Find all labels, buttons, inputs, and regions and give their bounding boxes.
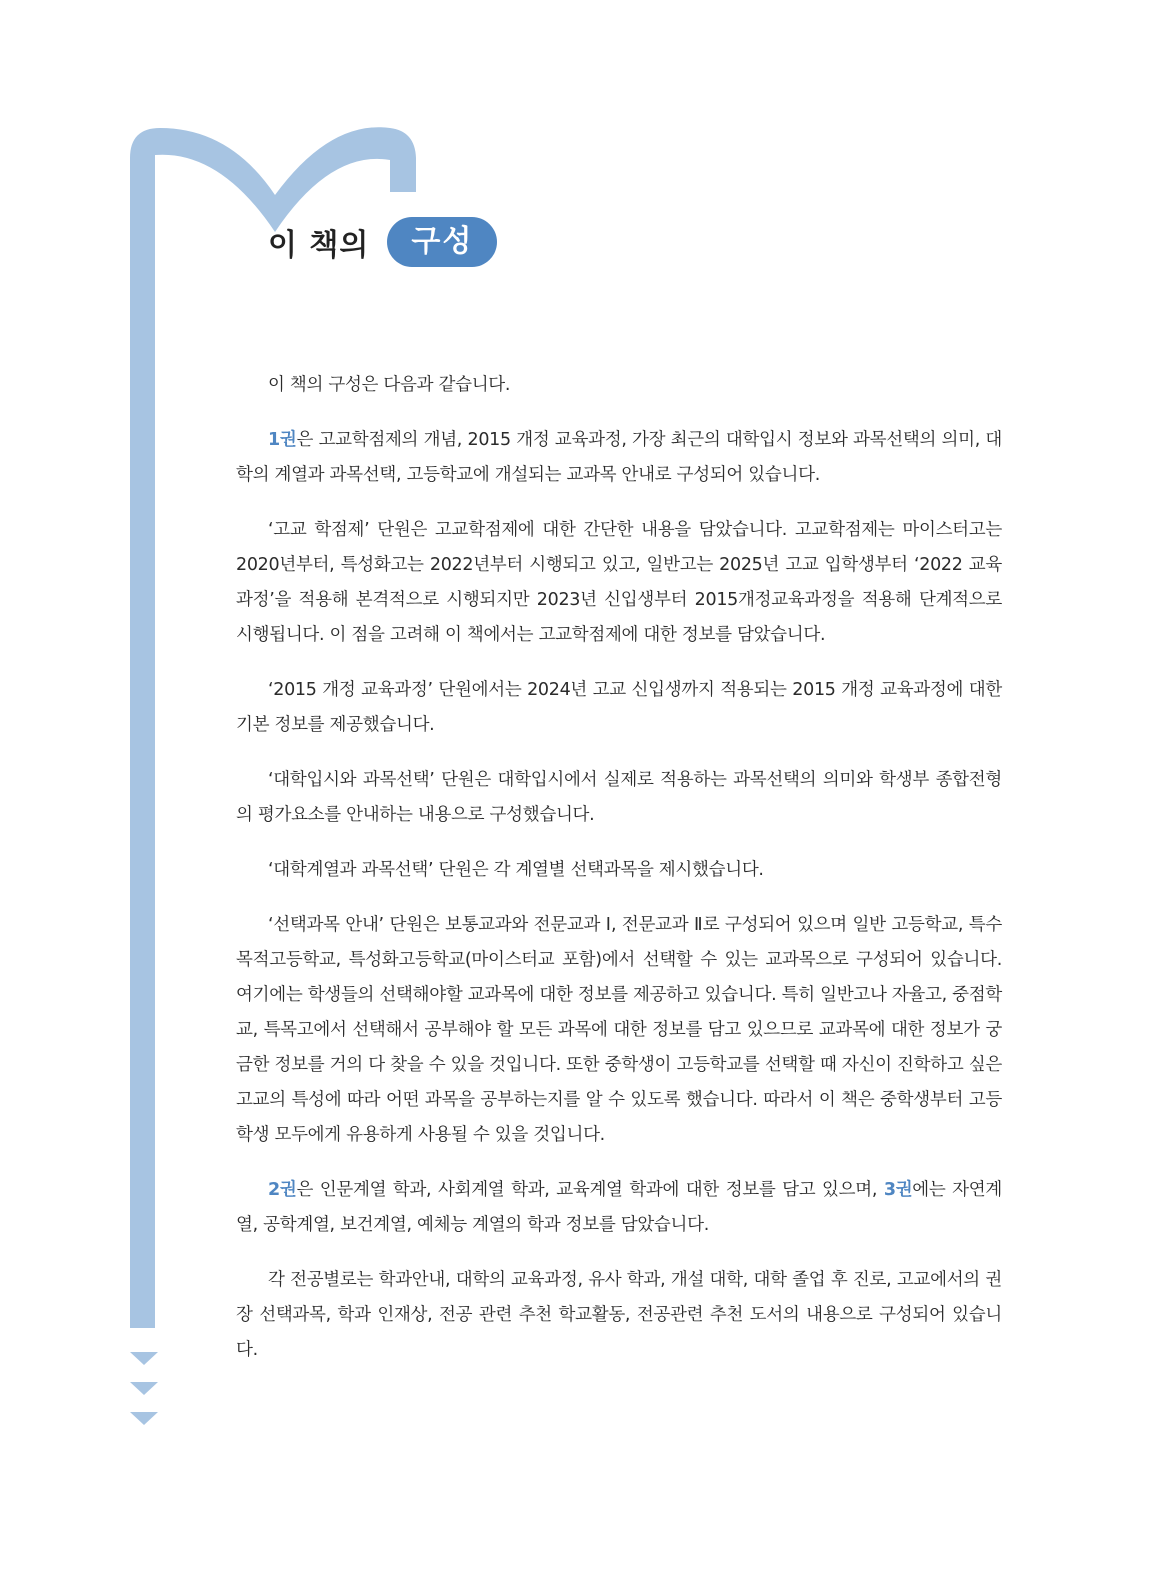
title-main: 이 책의: [268, 228, 370, 263]
paragraph-text: ‘선택과목 안내’ 단원은 보통교과와 전문교과 Ⅰ, 전문교과 Ⅱ로 구성되어 있으며 일반 고등학교, 특수목적고등학교, 특성화고등학교(마이스터교 포함)에서 선택할 수 있는 교과목으로 구성되어 있습니다. 여기에는 학생들의 선택해야할 교과목에 대한 정보를 제공하고 있습니다. 특히 일반고나 자율고, 중점학교, 특목고에서 선택해서 공부해야 할 모든 과목에 대한 정보를 담고 있으므로 교과목에 대한 정보가 궁금한 정보를 거의 다 찾을 수 있을 것입니다. 또한 중학생이 고등학교를 선택할 때 자신이 진학하고 싶은 고교의 특성에 따라 어떤 과목을 공부하는지를 알 수 있도록 했습니다. 따라서 이 책은 중학생부터 고등학생 모두에게 유용하게 사용될 수 있을 것입니다.: [236, 915, 1002, 1145]
paragraph: [236, 1173, 1002, 1243]
section-title: [268, 214, 497, 270]
paragraph: [236, 673, 1002, 743]
triangle-down-icon: [130, 1382, 158, 1395]
paragraph-text: ‘대학계열과 과목선택’ 단원은 각 계열별 선택과목을 제시했습니다.: [268, 860, 764, 880]
paragraph: [236, 1263, 1002, 1368]
volume-label: 3권: [883, 1180, 913, 1200]
paragraph: [236, 908, 1002, 1153]
paragraph: [236, 853, 1002, 888]
body-text: [236, 368, 1002, 1388]
volume-label: 1권: [268, 430, 297, 450]
volume-label: 2권: [268, 1180, 297, 1200]
paragraph-text: 은 고교학점제의 개념, 2015 개정 교육과정, 가장 최근의 대학입시 정보와 과목선택의 의미, 대학의 계열과 과목선택, 고등학교에 개설되는 교과목 안내로 구성되어 있습니다.: [236, 430, 1002, 485]
paragraph: [236, 513, 1002, 653]
paragraph-text: ‘고교 학점제’ 단원은 고교학점제에 대한 간단한 내용을 담았습니다. 고교학점제는 마이스터고는 2020년부터, 특성화고는 2022년부터 시행되고 있고, 일반고는 2025년 고교 입학생부터 ‘2022 교육과정’을 적용해 본격적으로 시행되지만 2023년 신입생부터 2015개정교육과정을 적용해 단계적으로 시행됩니다. 이 점을 고려해 이 책에서는 고교학점제에 대한 정보를 담았습니다.: [236, 520, 1002, 645]
title-highlight-badge: 구성: [387, 217, 497, 267]
paragraph-text: 에는 자연계열, 공학계열, 보건계열, 예체능 계열의 학과 정보를 담았습니다.: [236, 1180, 1002, 1235]
paragraph: [236, 423, 1002, 493]
paragraph-text: 이 책의 구성은 다음과 같습니다.: [268, 375, 511, 395]
paragraph-text: ‘2015 개정 교육과정’ 단원에서는 2024년 고교 신입생까지 적용되는 2015 개정 교육과정에 대한 기본 정보를 제공했습니다.: [236, 680, 1002, 735]
paragraph: [236, 763, 1002, 833]
paragraph-text: 은 인문계열 학과, 사회계열 학과, 교육계열 학과에 대한 정보를 담고 있으며,: [296, 1180, 884, 1200]
triangle-down-icon: [130, 1412, 158, 1425]
paragraph: [236, 368, 1002, 403]
triangle-down-icon: [130, 1352, 158, 1365]
triangle-arrows-decoration: [130, 1352, 160, 1432]
paragraph-text: ‘대학입시와 과목선택’ 단원은 대학입시에서 실제로 적용하는 과목선택의 의미와 학생부 종합전형의 평가요소를 안내하는 내용으로 구성했습니다.: [236, 770, 1002, 825]
paragraph-text: 각 전공별로는 학과안내, 대학의 교육과정, 유사 학과, 개설 대학, 대학 졸업 후 진로, 고교에서의 권장 선택과목, 학과 인재상, 전공 관련 추천 학교활동, 전공관련 추천 도서의 내용으로 구성되어 있습니다.: [236, 1270, 1002, 1360]
